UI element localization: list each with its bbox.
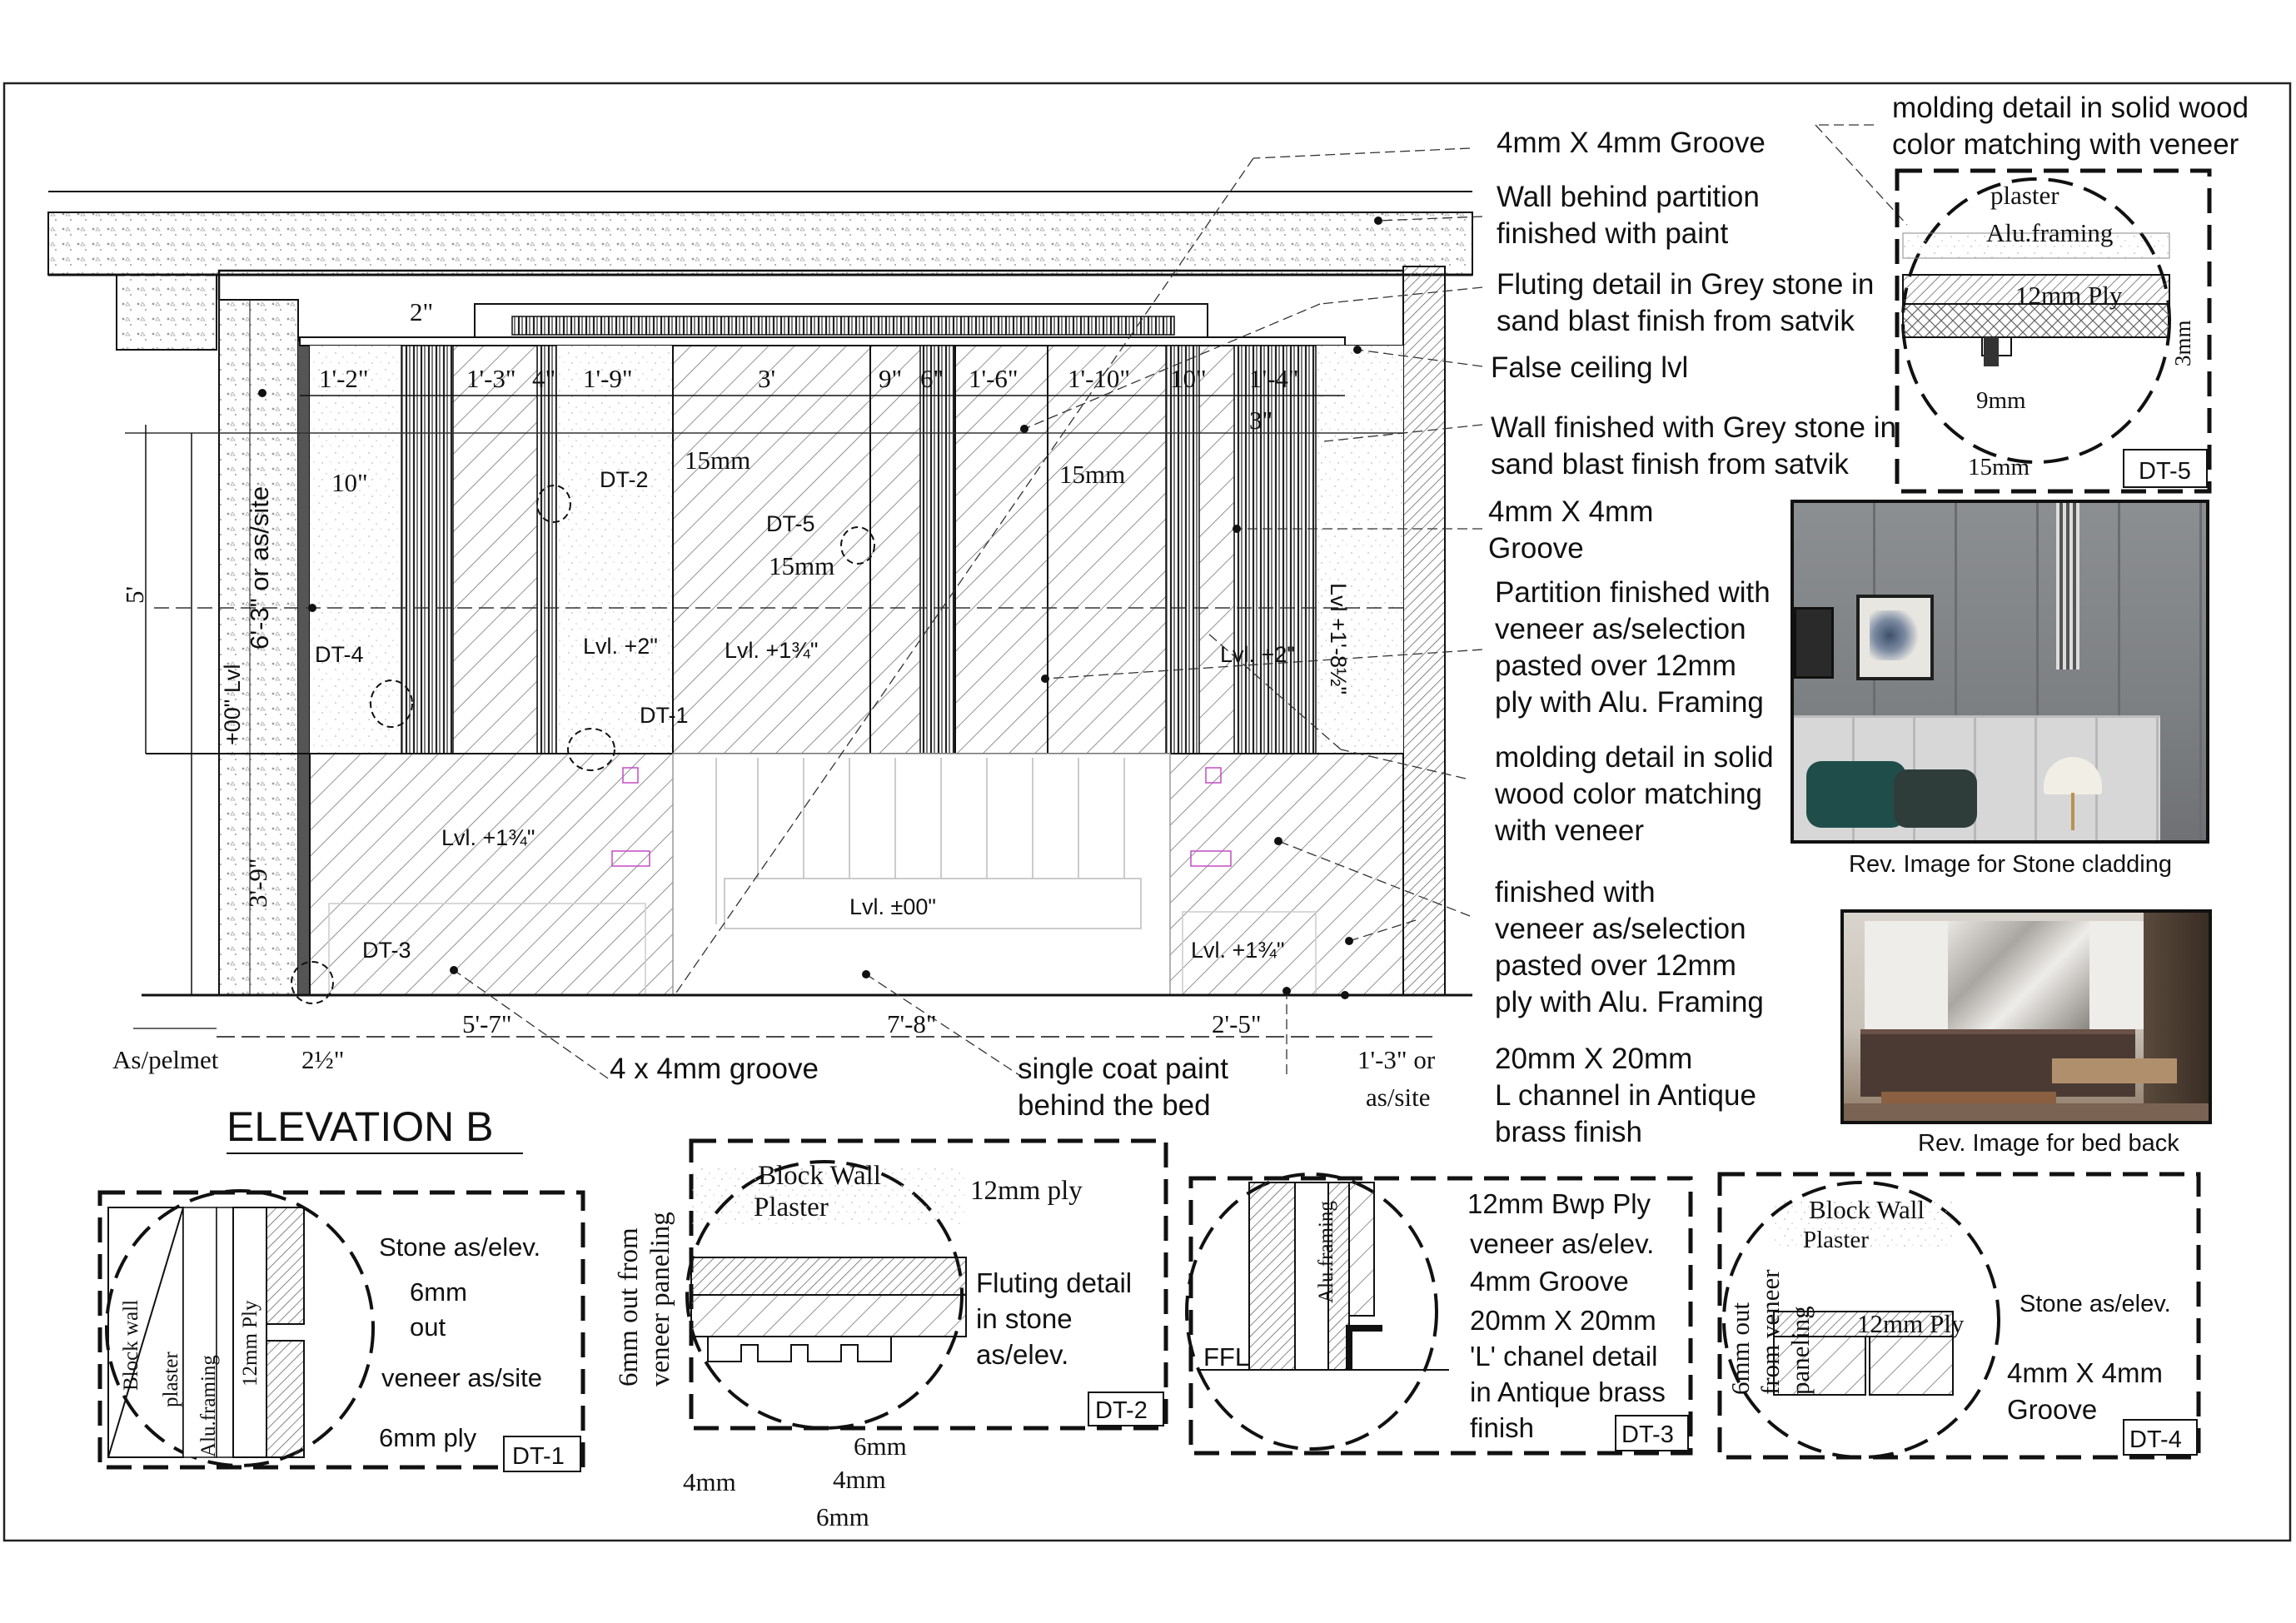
dt4-ply: 12mm Ply [1857,1309,1965,1338]
dt5-plaster: plaster [1990,181,2059,210]
dt2-flute-line3: as/elev. [976,1339,1069,1370]
right-wall [1403,266,1445,995]
dt4-groove-line1: 4mm X 4mm [2007,1357,2164,1388]
dt2-4mm-a: 4mm [683,1467,736,1496]
dt2-side-line2: veneer paneling [645,1212,675,1387]
dim-lvl-right: Lvl +1'-8½" [1326,583,1351,695]
flute-strip-4 [1166,346,1199,754]
callout-single-coat: single coat paint behind the bed [1018,1053,1228,1122]
dt3-chan-line2: 'L' chanel detail [1470,1341,1658,1372]
dim-3: 3' [758,364,776,393]
dt4-side-line1: 6mm out [1726,1302,1755,1395]
callout-groove-top: 4mm X 4mm Groove [1497,127,1766,159]
callout-partition: Partition finished with veneer as/selection pasted over 12mm ply with Alu. Framing [1495,576,1771,719]
detail-dt4 [1720,1174,2199,1457]
floor [1844,1103,2209,1121]
elevation-title: ELEVATION B [227,1103,494,1150]
caption-bed-back: Rev. Image for bed back [1918,1130,2179,1157]
dim-9: 9" [879,364,903,393]
dt1-block: Block wall [120,1299,142,1391]
dim-5-7: 5'-7" [462,1009,512,1038]
callout-4x4-groove: 4 x 4mm groove [610,1053,819,1085]
dim-2in: 2" [410,297,434,326]
dt1-alu: Alu.framing [197,1355,220,1457]
dim-10in: 10" [331,468,368,497]
dim-1-9: 1'-9" [583,364,633,393]
dt3-alu: Alu.framing [1315,1201,1337,1303]
dim-1-3-or: 1'-3" or [1357,1045,1436,1074]
dim-1-4: 1'-4" [1249,364,1299,393]
dt1-plaster: plaster [160,1352,182,1407]
caption-stone-cladding: Rev. Image for Stone cladding [1849,851,2172,878]
dt2-tag: DT-2 [1095,1397,1148,1424]
beam-drop [117,275,217,350]
callout-fluting-stone: Fluting detail in Grey stone in sand blast finish from satvik [1497,268,1875,337]
flute-accent [2056,503,2079,670]
dim-10: 10" [1170,364,1207,393]
dim-3-9: 3'-9" [243,858,272,908]
dt2-flute-line1: Fluting detail [976,1267,1133,1298]
detail-tag-dt2: DT-2 [600,467,649,492]
flute-strip-3 [920,346,955,754]
dt2-6mm-b: 6mm [816,1502,869,1531]
dt5-3mm: 3mm [2170,320,2195,366]
dt2-flute [976,1267,1139,1370]
dt3-chan-line4: finish [1470,1412,1535,1443]
dt4-stone: Stone as/elev. [2020,1291,2171,1317]
bed-back-panel [673,754,1170,995]
dim-3in: 3" [1249,406,1273,435]
dt2-4mm-b: 4mm [833,1465,886,1494]
reference-photo-bed-back [1840,909,2212,1124]
callout-molding-top: molding detail in solid wood color matching with veneer [1892,92,2249,161]
pillow-dark [1894,769,1977,828]
dt4-block: Block Wall [1809,1195,1925,1224]
reference-photo-stone-cladding [1790,500,2209,844]
curtain [2144,913,2209,1121]
dt4-side-line2: from veneer [1756,1269,1785,1395]
dt3-veneer: veneer as/elev. [1470,1228,1655,1259]
detail-dt3 [1187,1174,1691,1453]
dt1-6mm-ply: 6mm ply [379,1423,477,1452]
level-lvl-2a: Lvl. +2" [583,634,658,659]
dim-2-half: 2½" [301,1045,345,1074]
artwork-frame-1 [1794,607,1834,679]
level-lvl-00: Lvl. ±00" [849,894,936,919]
dt4-tag: DT-4 [2129,1426,2182,1453]
callout-false-ceiling: False ceiling lvl [1491,351,1689,384]
lamp-base [2071,793,2074,830]
flute-strip-5 [1234,346,1316,754]
dt4-side-line3: paneling [1786,1306,1815,1395]
dim-5ft: 5' [120,585,149,604]
dt3-chan-line3: in Antique brass [1470,1377,1666,1407]
dt4-plaster: Plaster [1803,1227,1869,1253]
dt2-side-line1: 6mm out from [614,1227,644,1387]
dt2-plaster: Plaster [754,1192,829,1222]
dt1-out-line1: 6mm [410,1277,467,1307]
callout-wall-behind: Wall behind partition finished with paint [1497,181,1760,250]
bench [1881,1092,2056,1103]
dt1-ply: 12mm Ply [239,1300,261,1387]
dt3-bwp: 12mm Bwp Ply [1467,1188,1651,1219]
dt2-side [614,1212,675,1387]
detail-dt2 [614,1141,1166,1531]
dt3-chan-line1: 20mm X 20mm [1470,1305,1656,1336]
dim-as-site: as/site [1366,1083,1431,1112]
dt5-alu: Alu.framing [1986,218,2114,247]
artwork-frame-2 [1856,595,1934,680]
dt3-tag: DT-3 [1621,1421,1674,1448]
dim-15mm-b: 15mm [1059,460,1126,489]
dt5-tag: DT-5 [2139,458,2191,485]
ceiling-slab [48,212,1472,275]
callout-molding: molding detail in solid wood color matching with veneer [1495,741,1774,847]
level-lvl-134b: Lvl. +1¾" [441,825,535,850]
dt4-groove [2007,1357,2170,1425]
wall-art [1948,921,2089,1029]
wall-panel-right [2089,921,2148,1029]
dim-lvl-side: 6'-3" or as/site [245,485,274,650]
dt4-groove-line2: Groove [2007,1394,2098,1425]
level-lvl-134c: Lvl. +1¾" [1191,938,1285,963]
dim-7-8: 7'-8" [887,1009,937,1038]
dim-lvl-side2: +00" Lvl [220,664,245,745]
detail-dt1 [100,1191,583,1471]
dt2-ply: 12mm ply [970,1176,1083,1206]
dim-1-6: 1'-6" [969,364,1019,393]
dt5-ply: 12mm Ply [2015,281,2123,310]
dt1-veneer: veneer as/site [381,1363,542,1392]
detail-dt5 [1897,171,2209,491]
callout-wall-stone: Wall finished with Grey stone in sand blast finish from satvik [1491,411,1896,480]
side-counter [2052,1058,2177,1083]
callout-finished-veneer: finished with veneer as/selection pasted over 12mm ply with Alu. Framing [1495,876,1764,1018]
dim-4: 4" [532,364,556,393]
dt5-9mm: 9mm [1976,387,2026,414]
detail-tag-dt3: DT-3 [362,938,411,963]
dt5-15mm: 15mm [1968,454,2030,480]
dt1-tag: DT-1 [512,1443,565,1470]
dt1-out [410,1277,475,1342]
dim-1-10: 1'-10" [1068,364,1131,393]
pillow-green [1806,761,1906,828]
dim-1-2: 1'-2" [319,364,369,393]
dt3-groove: 4mm Groove [1470,1266,1629,1297]
dim-2-5: 2'-5" [1212,1009,1262,1038]
detail-tag-dt1: DT-1 [640,703,689,728]
flute-strip-2 [537,346,556,754]
wall-panel-left [1865,921,1948,1029]
dt1-stone: Stone as/elev. [379,1232,541,1262]
flute-strip-1 [401,346,453,754]
dim-as-pelmet: As/pelmet [112,1045,219,1074]
callout-groove-mid: 4mm X 4mm Groove [1488,495,1654,565]
dt2-block: Block Wall [758,1161,881,1191]
callout-l-channel: 20mm X 20mm L channel in Antique brass finish [1495,1043,1756,1148]
dt3-ffl: FFL [1203,1342,1250,1372]
dt1-out-line2: out [410,1312,446,1342]
dt4-side [1726,1263,1815,1395]
dim-15mm-c: 15mm [769,551,835,580]
dt2-flute-line2: in stone [976,1303,1073,1334]
detail-tag-dt5: DT-5 [766,511,815,536]
dim-1-3: 1'-3" [466,364,516,393]
detail-tag-dt4: DT-4 [315,642,364,667]
level-lvl-134a: Lvl. +1¾" [725,638,819,663]
level-lvl-2b: Lvl. +2" [1220,642,1295,667]
dim-6: 6" [920,364,944,393]
dt2-6mm-a: 6mm [854,1431,907,1461]
dim-15mm-a: 15mm [685,446,751,475]
